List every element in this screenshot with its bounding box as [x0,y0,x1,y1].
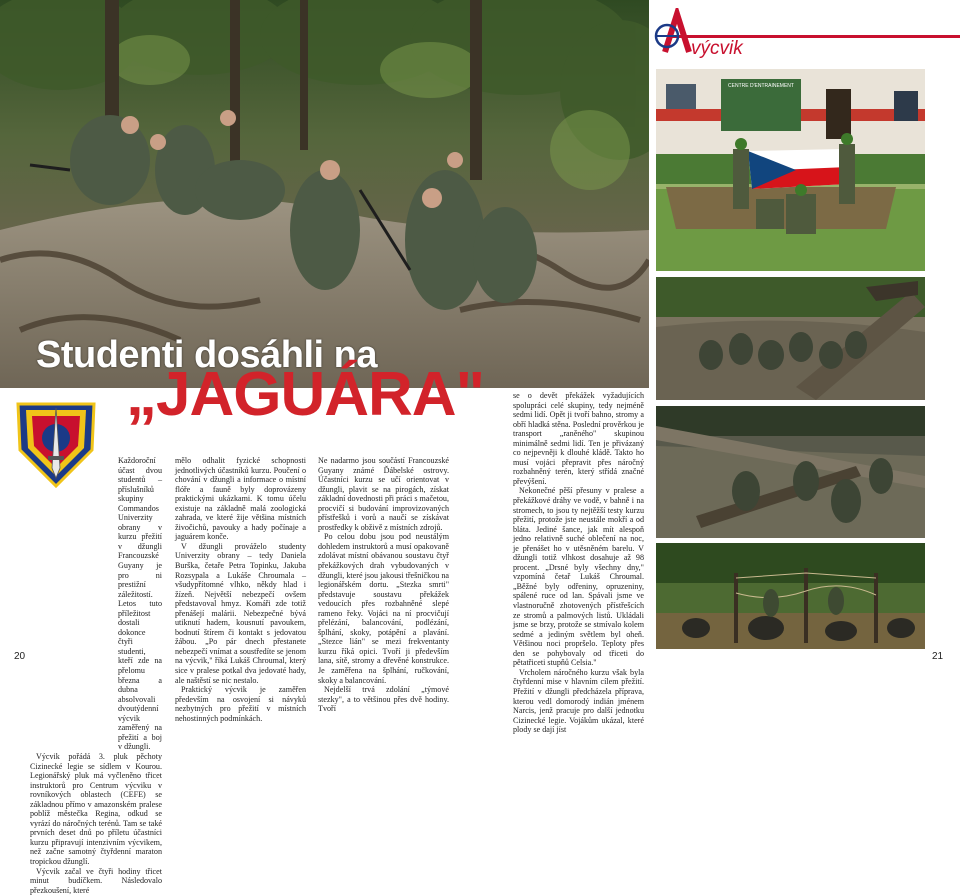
article-paragraph: mělo odhalit fyzické schopnosti jednotlivých účastníků kurzu. Poučení o chování v džungli a informace o místní flóře a fauně byly doprovázeny praktickými ukázkami. K tomu účelu existuje na základně malá zoologická zahrada, ve které žije většina místních živočichů, pavouky a hady počínaje a jaguárem konče. [175,456,306,542]
page-number-right: 21 [932,651,944,662]
photo-jungle-carry [0,0,649,388]
section-title: výcvik [691,38,743,59]
article-paragraph: V džungli prováželo studenty Univerzity obrany – tedy Daniela Burška, četaře Petra Topinku, Jakuba Rozsypala a Lukáše Chroumala – všudypřítomné vlhko, někdy hlad i žízeň. Největší nebezpečí ovšem představoval hmyz. Komáři zde totiž přenášejí malárii. Nebezpečné bývá utiknutí hadem, kousnutí pavoukem, bodnutí štírem či kontakt s jedovatou žábou. „Po pár dnech přestanete nebezpečí vnímat a soustředíte se jenom na výcvik," říká Lukáš Chroumal, který sice v pralese potkal dva jedovaté hady, ale naštěstí se nic nestalo. [175,541,306,685]
article-paragraph: se o devět překážek vyžadujících spolupráci celé skupiny, tedy nejméně sedmi lidí. Opět ji tvoří bahno, stromy a obří hladká stěna. Poslední prověrkou je transport „raněného" skupinou minimálně sedmi lidí. Ten je přivázaný co nejpevněji k dlouhé kládě. Takto ho musí vojáci přepravit přes náročný rozbahněný terén, který střídá značné převýšení. [513,391,644,486]
article-column-3 [318,456,449,714]
page-number-left: 20 [14,651,26,662]
article-paragraph: Výcvik začal ve čtyři hodiny třicet minut budíčkem. Následovalo přezkoušení, které [30,866,162,895]
photo-flag-group [656,69,925,271]
article-paragraph: Vrcholem náročného kurzu však byla čtyřdenní mise v hlavním cílem přežití. Přežití v džungli předcházela příprava, kterou vedl domorodý indián jménem Narcis, jenž pracuje pro další jednotku Cizinecké legie. Vojákům ukázal, které plody se dají jíst [513,667,644,735]
article-column-4 [513,391,644,735]
article-paragraph: Výcvik pořádá 3. pluk pěchoty Cizinecké legie se sídlem v Kourou. Legionářský pluk má vyčleněno třicet instruktorů pro Centrum výcviku v rovníkových oblastech (CEFE) se základnou přímo v amazonském pralese poblíž městečka Regina, odkud se vyrází do náročných terénů. Tam se také prvních deset dnů po příletu účastníci kurzu připravují intenzivním výcvikem, než začne samotný čtyřdenní maraton tropickou džunglí. [30,751,162,866]
center-sign-text: CENTRE D'ENTRAINEMENT [728,83,794,89]
article-paragraph: Nejdelší trvá zdolání „týmové stezky", a to většinou přes dvě hodiny. Tvoří [318,685,449,714]
article-column-2 [175,456,306,723]
photo-mud-obstacle [656,277,925,400]
article-paragraph: Každoroční účast dvou studentů – příslušníků skupiny Commandos Univerzity obrany v kurzu přežití v džungli Francouzské Guyany je pro ni prestižní záležitostí. Letos tuto příležitost dostali dokonce čtyři studenti, kteří zde na přelomu března a dubna absolvovali dvoutýdenní výcvik zaměřený na přežití a boj v džungli. [118,456,162,752]
headline-line-2: „JAGUÁRA" [126,360,484,429]
article-paragraph: Ne nadarmo jsou součástí Francouzské Guyany známé Ďábelské ostrovy. Účastníci kurzu se učí orientovat v džungli, plavit se na pirogách, získat základní dovednosti při práci s mačetou, procvičí si budování improvizovaných přístřešků i vorů a naučí se získávat prostředky k obživě z místních zdrojů. [318,456,449,532]
photo-rope-course [656,543,925,649]
article-column-1 [30,456,162,895]
photo-log-crossing [656,406,925,538]
article-paragraph: Praktický výcvik je zaměřen především na osvojení si návyků nezbytných pro přežití v místních nehostinných podmínkách. [175,685,306,723]
article-paragraph: Nekonečné pěší přesuny v pralese a překážkové dráhy ve vodě, v bahně i na stromech, to jsou ty nejtěžší testy kurzu přežití, protože jste neustále mokří a od bláta. Jediné šance, jak mít alespoň jedno relativně suché oblečení na noc, je přenášet ho v utěsněném barelu. V džungli totiž vlhkost dosahuje až 98 procent. „Drsné byly všechny dny," vzpomíná četař Lukáš Chroumal. „Běžné byly odřeniny, opruzeniny, spálené ruce od lan. Spávali jsme ve vlastnoručně zhotovených přístřešcích ze stromů a palmových listů. Ukládali jsme se brzy, protože se stmívalo kolem sedmé a jediným světlem byl oheň. Většinou noci propršelo. Teploty přes den se pohybovaly od třiceti do pětatřiceti stupňů Celsia." [513,486,644,668]
headline-line-1: Studenti dosáhli na [36,334,377,376]
article-paragraph: Po celou dobu jsou pod neustálým dohledem instruktorů a musí opakovaně zdolávat místní obávanou soustavu čtyř překážkových drah vybudovaných v džungli, které jsou jakousi třešničkou na legionářském dortu. „Stezka smrti" představuje soustavu překážek vedoucích přes rozbahněné slepé rameno řeky. Vojáci na ní procvičují přelézání, balancování, podlézání, šplhání, skoky, potápění a plavání. „Stezce lián" se mezi frekventanty kurzu říká opici. Tvoří ji především lana, sítě, stromy a dřevěné konstrukce. Je zaměřena na šplhání, ručkování, skoky a balancování. [318,532,449,685]
section-logo [651,8,960,58]
